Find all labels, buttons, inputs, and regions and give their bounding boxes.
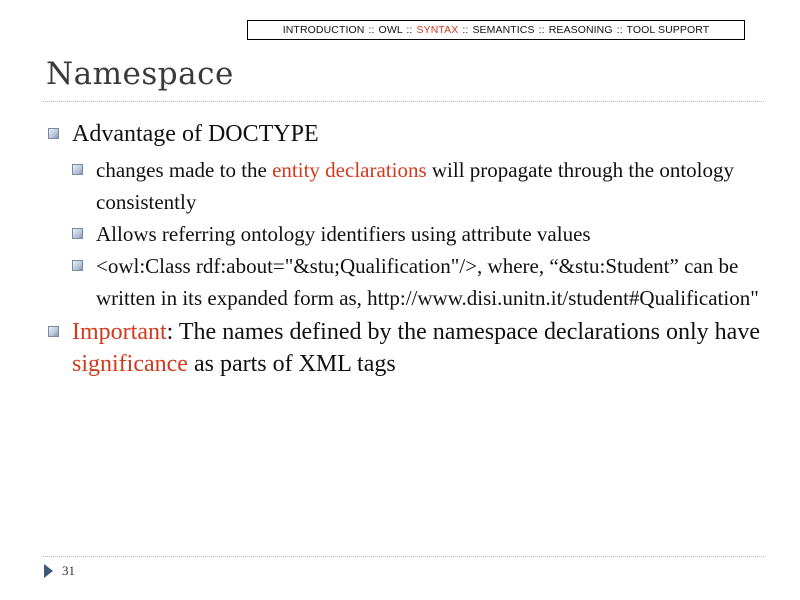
sub-text: will propagate through the ontology consistently: [96, 158, 735, 214]
sub-bullet-entity: [48, 154, 778, 218]
nav-owl[interactable]: OWL: [378, 24, 403, 36]
nav-semantics[interactable]: SEMANTICS: [472, 24, 535, 36]
nav-tool-support[interactable]: TOOL SUPPORT: [626, 24, 710, 36]
important-label: Important: [72, 319, 167, 345]
nav-separator: ::: [538, 24, 545, 36]
important-text-rest: as parts of XML tags: [187, 351, 396, 377]
important-text: : The names defined by the namespace declarations only have: [166, 319, 760, 345]
nav-separator: ::: [368, 24, 375, 36]
bullet-important: [48, 316, 778, 380]
slide-body: [48, 118, 778, 380]
highlight-entity-declarations: entity declarations: [272, 158, 427, 182]
nav-introduction[interactable]: INTRODUCTION: [282, 24, 365, 36]
sub-bullet-attribute: [48, 218, 778, 250]
nav-separator: ::: [406, 24, 413, 36]
square-bullet-icon: [72, 228, 83, 239]
highlight-significance: significance: [72, 351, 188, 377]
nav-separator: ::: [616, 24, 623, 36]
square-bullet-icon: [48, 326, 59, 337]
sub-text: changes made to the: [96, 158, 273, 182]
bullet-advantage: [48, 118, 778, 150]
slide-title: Namespace: [46, 56, 234, 92]
page-number: 31: [62, 563, 75, 578]
sub-bullet-example: [48, 250, 778, 314]
sub-text: <owl:Class rdf:about="&stu;Qualification"/>, where, “&stu:Student” can be written in its expanded form as, http://www.disi.unitn.it/student#Qualification": [96, 254, 759, 310]
square-bullet-icon: [72, 164, 83, 175]
nav-separator: ::: [462, 24, 469, 36]
nav-reasoning[interactable]: REASONING: [548, 24, 613, 36]
sub-text: Allows referring ontology identifiers using attribute values: [96, 222, 591, 246]
title-divider: [43, 101, 764, 102]
nav-syntax[interactable]: SYNTAX: [416, 24, 459, 36]
bullet-advantage-text: Advantage of DOCTYPE: [72, 121, 319, 147]
square-bullet-icon: [48, 128, 59, 139]
square-bullet-icon: [72, 260, 83, 271]
section-navigation: [247, 20, 745, 40]
footer-divider: [43, 556, 764, 557]
triangle-right-icon: [44, 564, 53, 578]
